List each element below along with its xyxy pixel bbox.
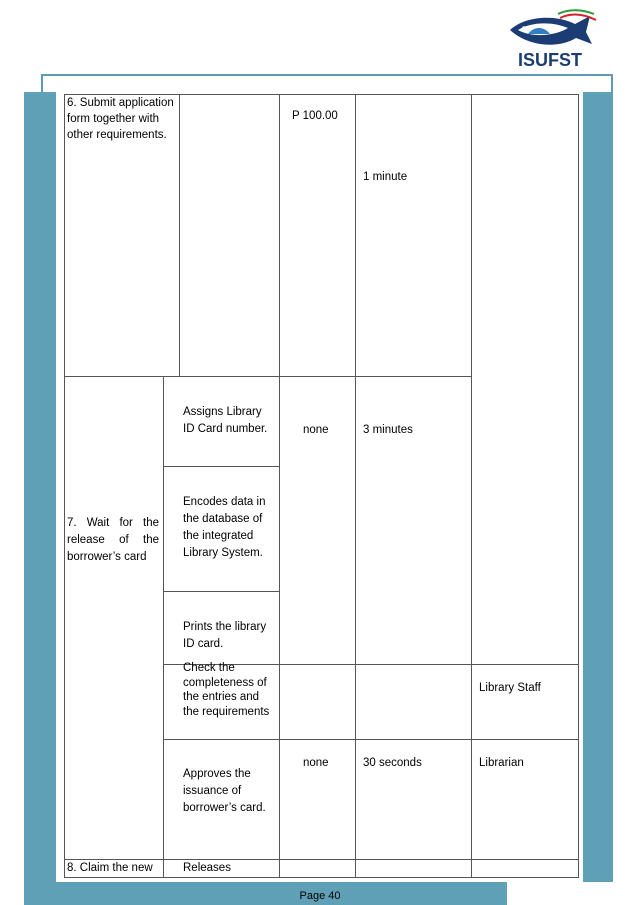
isufst-logo — [500, 8, 600, 72]
step-8-action: Releases — [183, 862, 231, 874]
person-library-staff: Library Staff — [479, 682, 541, 694]
page-number: Page 40 — [299, 890, 341, 902]
left-border-band — [24, 92, 56, 882]
right-border-band — [583, 92, 613, 882]
step-6-fee: P 100.00 — [292, 110, 338, 122]
person-librarian: Librarian — [479, 757, 524, 769]
fee-approve: none — [303, 757, 329, 769]
time-assign-id: 3 minutes — [363, 424, 413, 436]
step-6-text: 6. Submit application form together with other requirements. — [67, 97, 174, 141]
step-6-time: 1 minute — [363, 171, 408, 183]
document-page — [56, 92, 583, 882]
svg-text:ISUFST: ISUFST — [517, 50, 583, 70]
action-check-entries: Check the completeness of the entries and the requirements — [183, 662, 270, 718]
step-7-text: 7. Wait for the release of the borrower’s card — [67, 517, 159, 563]
time-approve: 30 seconds — [363, 757, 422, 769]
action-assign-id: Assigns Library ID Card number. — [183, 406, 268, 435]
action-print-card: Prints the library ID card. — [183, 621, 267, 650]
fee-assign-id: none — [303, 424, 329, 436]
step-8-text: 8. Claim the new — [67, 862, 153, 874]
action-approve-issuance: Approves the issuance of borrower’s card. — [183, 768, 266, 814]
action-encode-data: Encodes data in the database of the integrated Library System. — [183, 496, 266, 559]
page-frame-top — [41, 74, 613, 92]
